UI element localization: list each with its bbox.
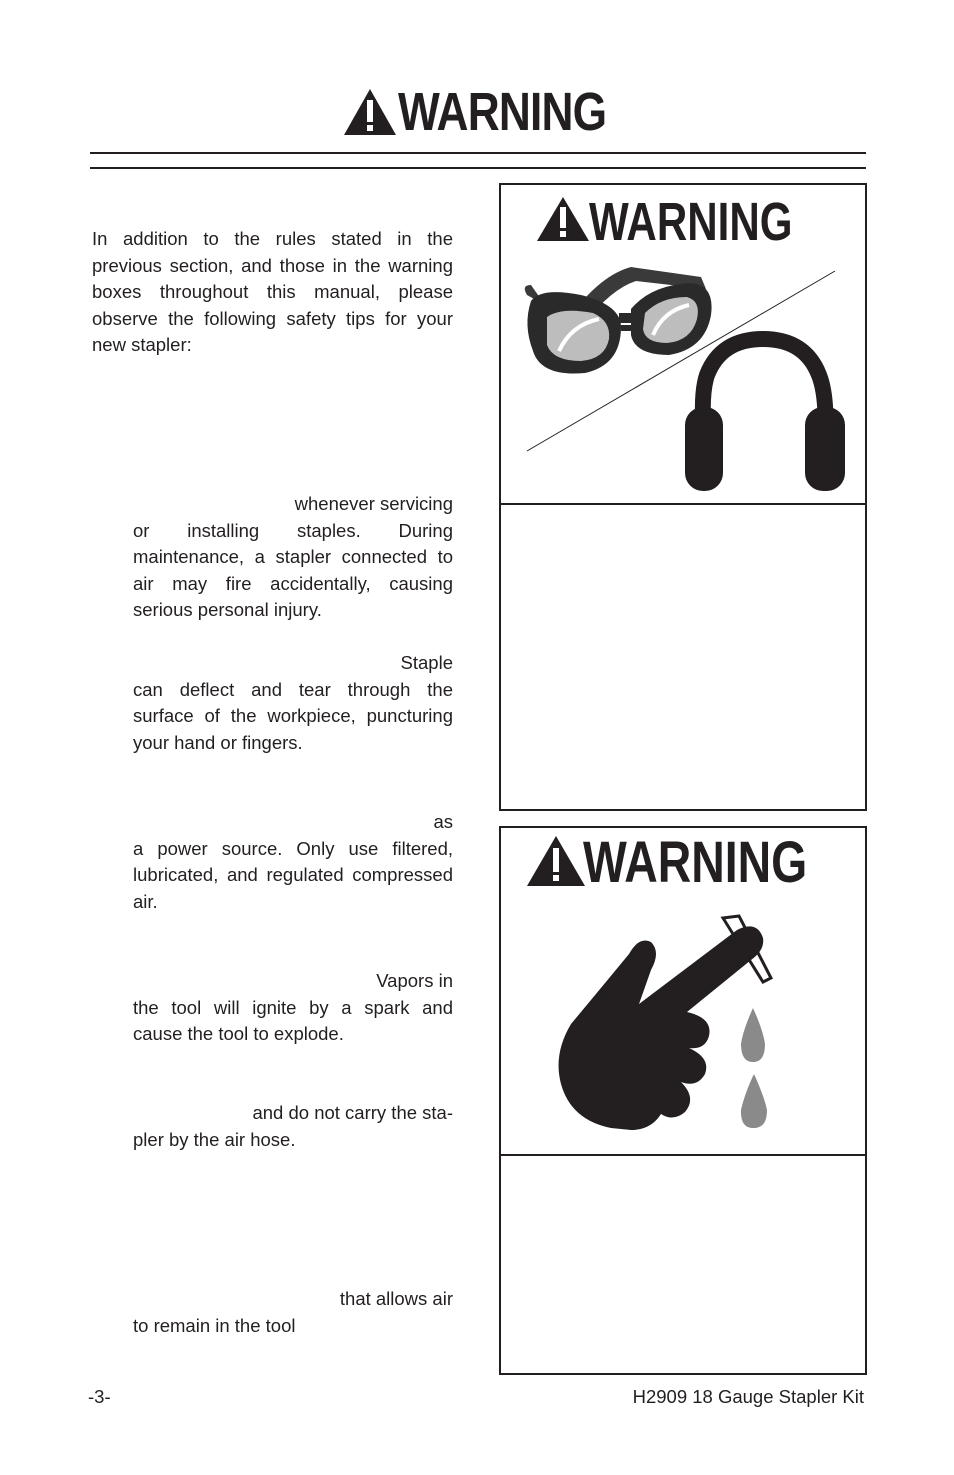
tip-text: the tool will ignite by a spark and cause the tool to explode. [133,996,453,1044]
tip-text: or installing staples. During maintenance, a stapler connected to air may fire accidentally, causing serious personal injury. [133,519,453,620]
tip-text: can deflect and tear through the surface of the workpiece, puncturing your hand or fingers. [133,678,453,753]
hand-punctured-by-staple-icon [501,908,865,1148]
tip-lead: as [433,811,453,832]
warning-box-finger-safety [499,826,867,1375]
warning-triangle-icon [535,195,591,243]
page-header [0,82,954,142]
tip-item [133,491,453,624]
tip-lead: Vapors in [376,970,453,991]
tip-lead: and do not carry the sta- [252,1102,453,1123]
tip-item [133,1286,453,1339]
warning-triangle-icon [342,87,398,137]
intro-paragraph: In addition to the rules stated in the previous section, and those in the warning boxes throughout this manual, please observe the following safety tips for your new stapler: [92,228,453,355]
warning-triangle-icon [525,834,587,888]
product-name: H2909 18 Gauge Stapler Kit [632,1386,864,1407]
safety-glasses-and-ear-muffs-icon [501,255,865,495]
warning-box-divider [501,1154,865,1156]
tip-lead: that allows air [339,1288,453,1309]
warning-box-title: WARNING [583,830,808,895]
header-rule-bottom [90,167,866,169]
page-title: WARNING [398,82,607,142]
tip-item [133,968,453,1048]
tip-lead: whenever servicing [294,493,453,514]
tip-text: pler by the air hose. [133,1128,296,1150]
warning-box-title: WARNING [589,192,793,252]
tip-text: to remain in the tool [133,1314,296,1336]
tip-text: a power source. Only use filtered, lubricated, and regulated compressed air. [133,837,453,912]
tip-item [133,650,453,756]
page-number: -3- [88,1386,111,1407]
tip-lead: Staple [400,652,453,673]
tip-item [133,1100,453,1153]
warning-box-divider [501,503,865,505]
blood-drop-icon [737,1072,771,1130]
header-rule-top [90,152,866,154]
warning-box-eye-ear-protection [499,183,867,811]
tip-item [133,809,453,915]
